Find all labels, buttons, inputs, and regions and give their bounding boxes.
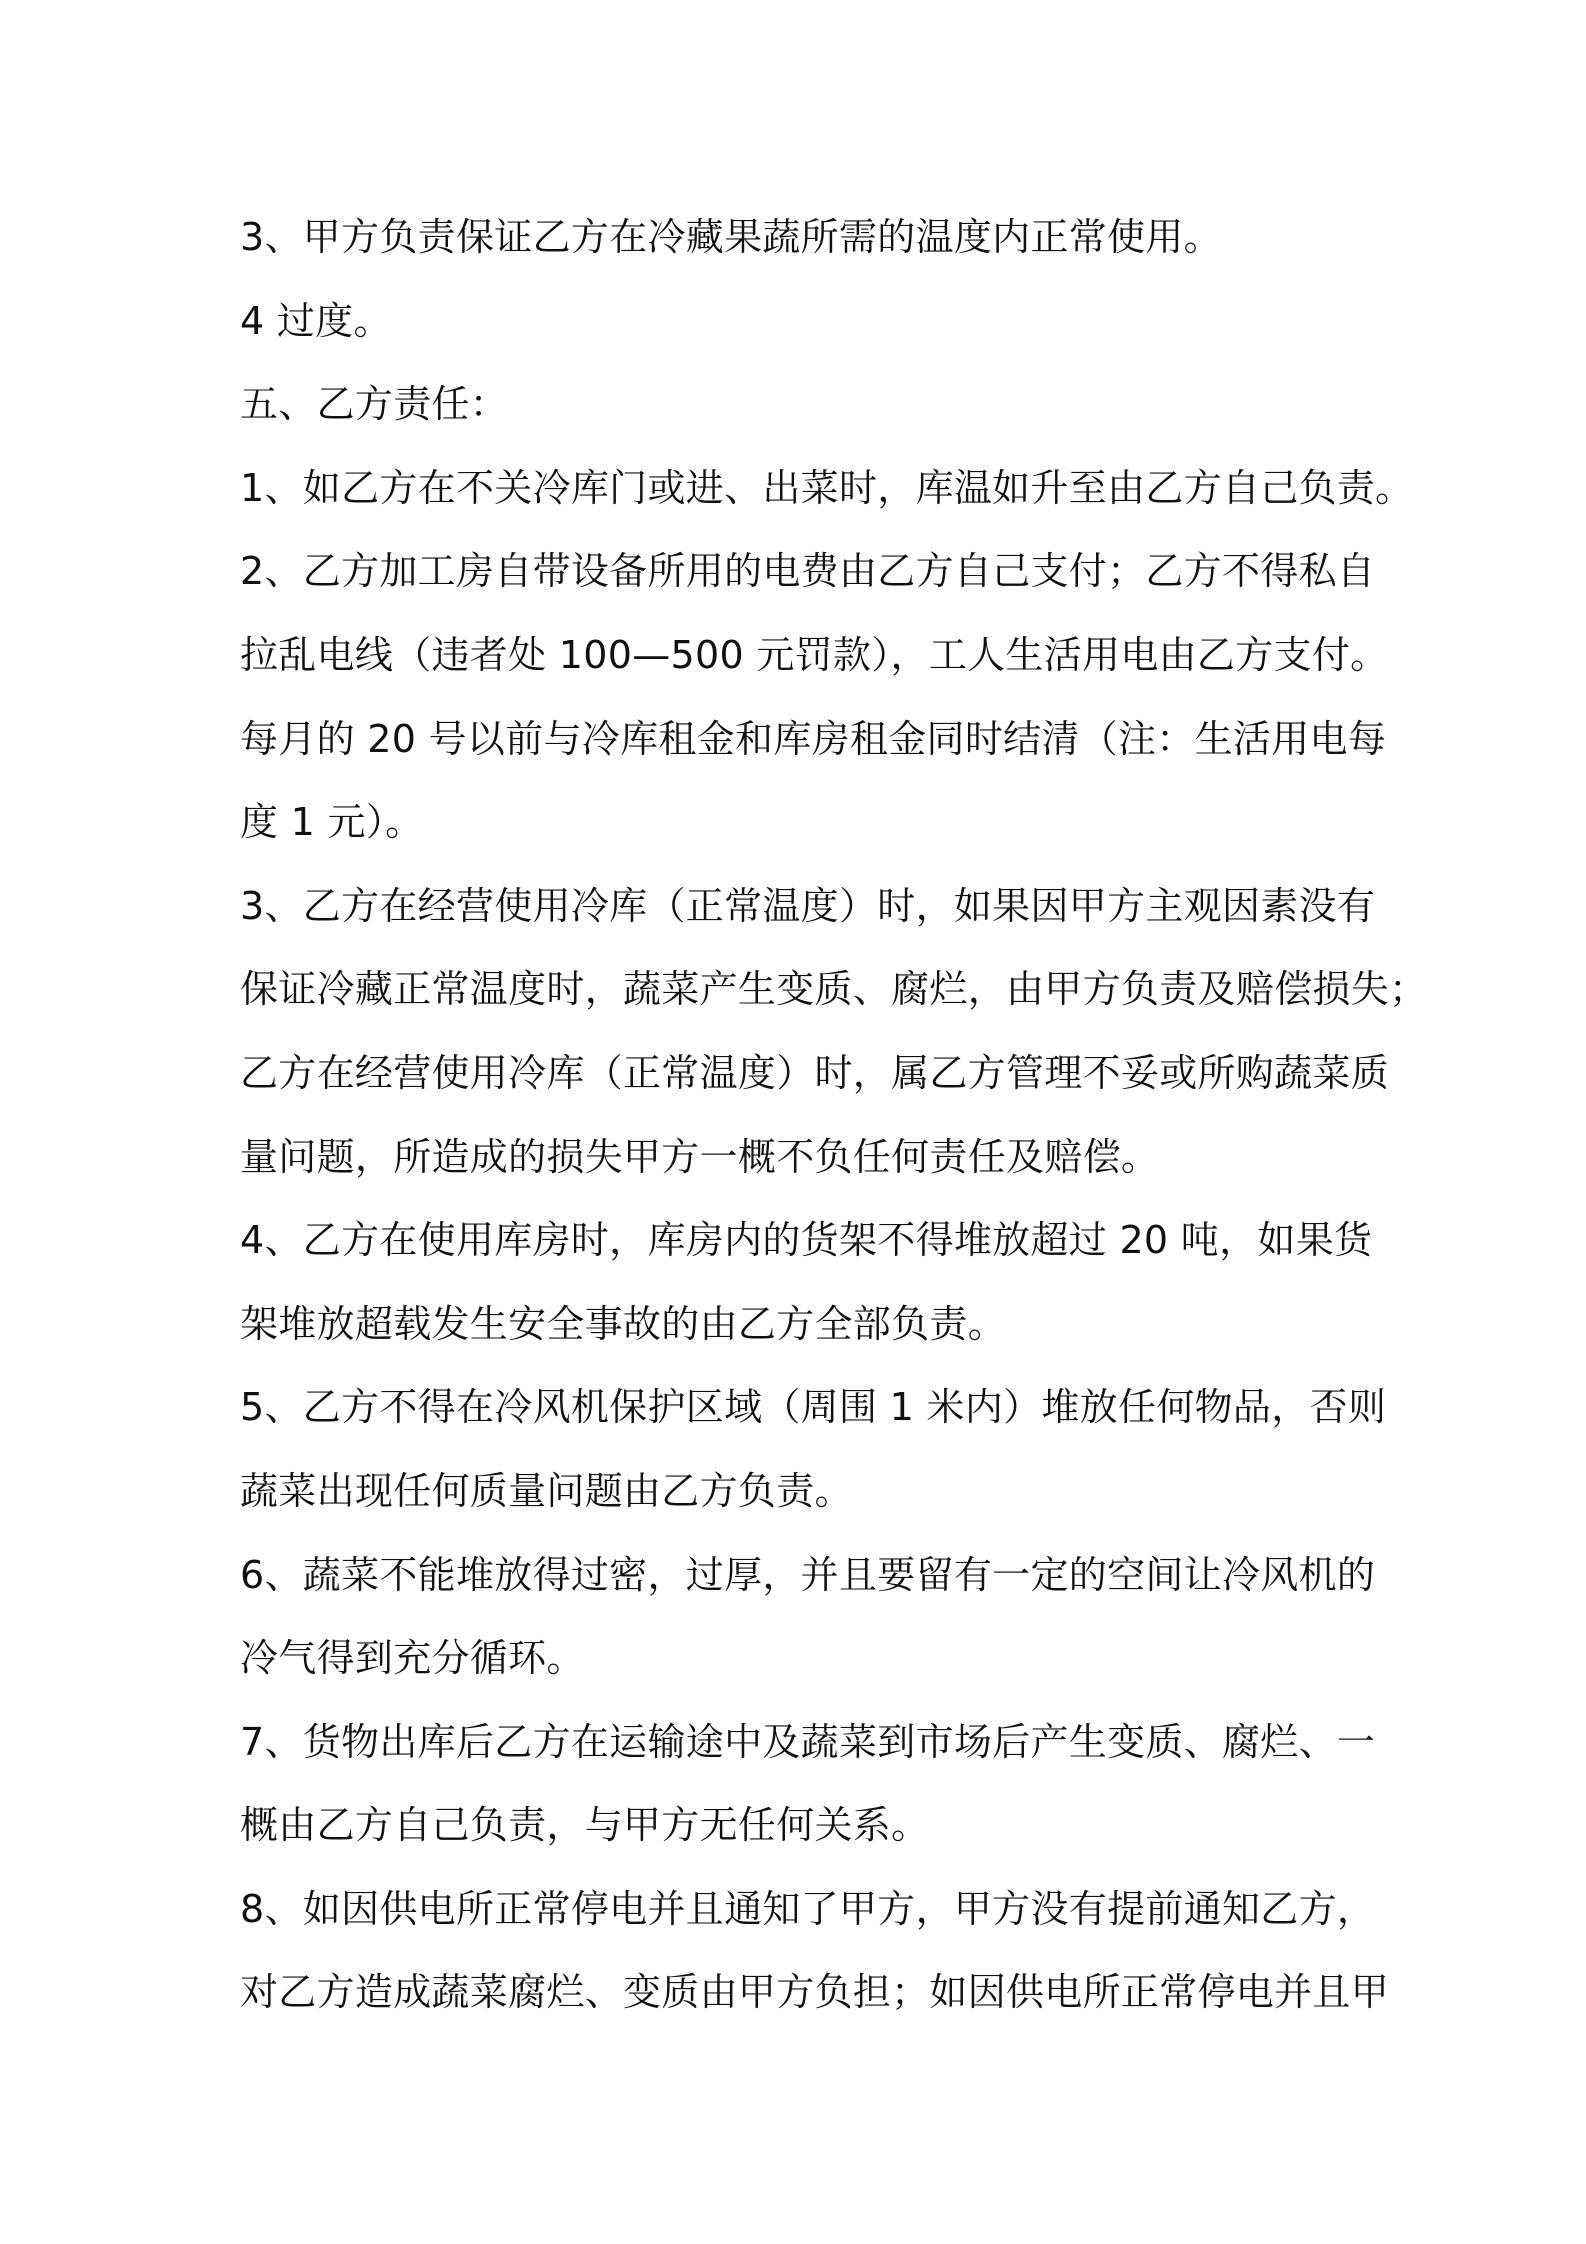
text-line: 架堆放超载发生安全事故的由乙方全部负责。: [240, 1301, 1007, 1346]
text-line: 冷气得到充分循环。: [240, 1636, 585, 1681]
text-line: 蔬菜出现任何质量问题由乙方负责。: [240, 1468, 853, 1513]
text-line: 乙方在经营使用冷库（正常温度）时，属乙方管理不妥或所购蔬菜质: [240, 1050, 1390, 1095]
text-line: 5、乙方不得在冷风机保护区域（周围 1 米内）堆放任何物品，否则: [240, 1385, 1387, 1430]
section-heading: 五、乙方责任：: [240, 382, 509, 427]
text-line: 保证冷藏正常温度时，蔬菜产生变质、腐烂，由甲方负责及赔偿损失；: [240, 967, 1428, 1012]
text-line: 拉乱电线（违者处 100—500 元罚款），工人生活用电由乙方支付。: [240, 632, 1389, 677]
text-line: 6、蔬菜不能堆放得过密，过厚，并且要留有一定的空间让冷风机的: [240, 1552, 1376, 1597]
text-line: 7、货物出库后乙方在运输途中及蔬菜到市场后产生变质、腐烂、一: [240, 1719, 1376, 1764]
text-line: 4 过度。: [240, 298, 392, 343]
text-line: 2、乙方加工房自带设备所用的电费由乙方自己支付；乙方不得私自: [240, 549, 1376, 594]
text-line: 概由乙方自己负责，与甲方无任何关系。: [240, 1803, 930, 1848]
document-body: [240, 196, 1428, 2035]
text-line: 度 1 元）。: [240, 800, 424, 845]
text-line: 3、甲方负责保证乙方在冷藏果蔬所需的温度内正常使用。: [240, 215, 1222, 259]
text-line: 量问题，所造成的损失甲方一概不负任何责任及赔偿。: [240, 1134, 1160, 1179]
text-line: 1、如乙方在不关冷库门或进、出菜时，库温如升至由乙方自己负责。: [240, 465, 1414, 510]
text-line: 3、乙方在经营使用冷库（正常温度）时，如果因甲方主观因素没有: [240, 883, 1376, 928]
text-line: 4、乙方在使用库房时，库房内的货架不得堆放超过 20 吨，如果货: [240, 1218, 1373, 1263]
text-line: 8、如因供电所正常停电并且通知了甲方，甲方没有提前通知乙方，: [240, 1886, 1376, 1931]
text-line: 对乙方造成蔬菜腐烂、变质由甲方负担；如因供电所正常停电并且甲: [240, 1970, 1390, 2015]
text-line: 每月的 20 号以前与冷库租金和库房租金同时结清（注：生活用电每: [240, 716, 1387, 761]
